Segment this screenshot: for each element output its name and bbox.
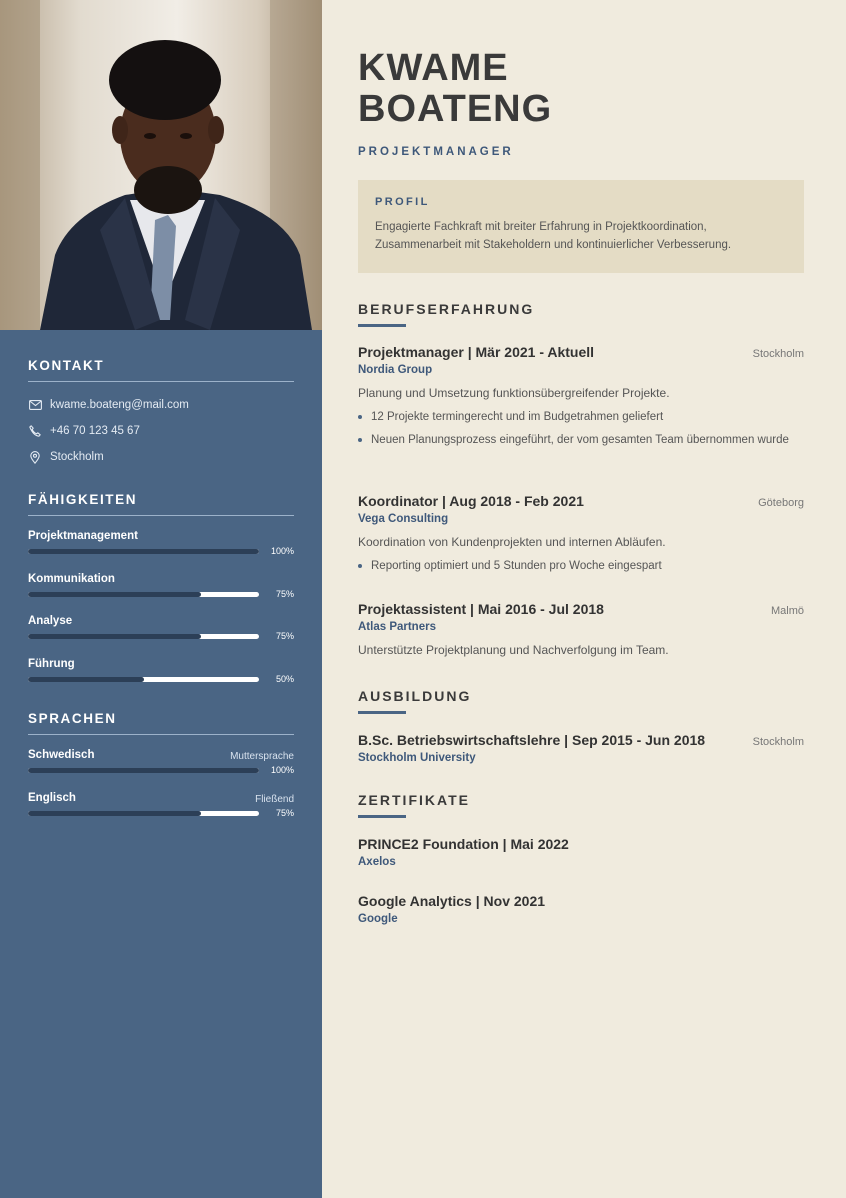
location-pin-icon (28, 450, 42, 464)
profile-photo (0, 0, 322, 330)
level-bar (28, 811, 259, 816)
level-bar (28, 768, 259, 773)
language-level: Muttersprache (230, 751, 294, 762)
experience-divider (358, 324, 406, 327)
entry-bullets (358, 408, 804, 450)
language-level: Fließend (255, 793, 294, 805)
level-bar (28, 677, 259, 682)
certificates-divider (358, 815, 406, 818)
languages-title: SPRACHEN (28, 711, 294, 735)
skill-name: Analyse (28, 615, 73, 627)
level-bar (28, 634, 259, 639)
languages-section (28, 711, 294, 834)
contact-phone[interactable] (28, 418, 294, 444)
level-bar (28, 549, 259, 554)
name-line-2: BOATENG (358, 88, 553, 130)
entry-organization: Nordia Group (358, 364, 433, 376)
entry-title: Projektmanager | Mär 2021 - Aktuell (358, 344, 595, 360)
entry-organization: Google (358, 913, 398, 925)
entry-location: Malmö (770, 605, 804, 617)
bullet-item: 12 Projekte termingerecht und im Budgetrahmen geliefert (358, 408, 804, 427)
mail-icon (28, 398, 42, 412)
sidebar (0, 0, 322, 1198)
phone-icon (28, 424, 42, 438)
level-percent: 75% (275, 588, 294, 599)
skill-row (28, 530, 294, 573)
experience-title: BERUFSERFAHRUNG (358, 301, 535, 317)
entry-location: Stockholm (752, 736, 804, 748)
profile-title: PROFIL (375, 196, 430, 208)
level-bar (28, 592, 259, 597)
entry-organization: Atlas Partners (358, 621, 436, 633)
profile-box (358, 180, 804, 273)
contact-email-text: kwame.boateng@mail.com (50, 399, 189, 411)
level-bar-fill (28, 677, 144, 682)
experience-entry (358, 493, 804, 580)
level-percent: 50% (275, 673, 294, 684)
language-name: Englisch (28, 791, 76, 804)
certificates-title: ZERTIFIKATE (358, 792, 470, 808)
skill-name: Führung (28, 657, 75, 670)
name-line-1: KWAME (358, 47, 509, 89)
language-row (28, 749, 294, 792)
contact-email[interactable] (28, 392, 294, 418)
experience-entry (358, 601, 804, 657)
language-row (28, 792, 294, 835)
entry-location: Göteborg (758, 497, 804, 509)
level-bar-fill (28, 768, 259, 773)
level-percent: 100% (270, 765, 294, 775)
skill-name: Projektmanagement (28, 530, 138, 542)
entry-bullets (358, 557, 804, 576)
skill-row (28, 658, 294, 701)
bullet-item: Neuen Planungsprozess eingeführt, der vom gesamten Team übernommen wurde (358, 431, 804, 450)
skill-row (28, 615, 294, 658)
level-percent: 75% (275, 807, 294, 818)
experience-entry (358, 344, 804, 454)
skills-title: FÄHIGKEITEN (28, 492, 294, 516)
entry-description: Koordination von Kundenprojekten und internen Abläufen. (358, 535, 666, 549)
level-bar-fill (28, 811, 201, 816)
language-name: Schwedisch (28, 749, 95, 761)
contact-section (28, 358, 294, 470)
certificate-entry (358, 893, 804, 925)
skill-name: Kommunikation (28, 572, 115, 585)
entry-title: PRINCE2 Foundation | Mai 2022 (358, 836, 569, 852)
entry-organization: Vega Consulting (358, 513, 449, 525)
level-bar-fill (28, 592, 201, 597)
entry-description: Unterstützte Projektplanung und Nachverfolgung im Team. (358, 643, 669, 657)
entry-title: Koordinator | Aug 2018 - Feb 2021 (358, 493, 584, 509)
level-bar-fill (28, 549, 259, 554)
education-divider (358, 711, 406, 714)
person-name (358, 48, 552, 130)
entry-location: Stockholm (752, 348, 804, 360)
contact-title: KONTAKT (28, 358, 294, 382)
entry-title: Google Analytics | Nov 2021 (358, 893, 546, 909)
certificate-entry (358, 836, 804, 868)
education-entry (358, 732, 804, 764)
education-title: AUSBILDUNG (358, 688, 472, 704)
profile-text: Engagierte Fachkraft mit breiter Erfahrung in Projektkoordination, Zusammenarbeit mit Stakeholdern und kontinuierlicher Verbesserung. (375, 221, 732, 251)
entry-title: B.Sc. Betriebswirtschaftslehre | Sep 2015 - Jun 2018 (358, 732, 706, 748)
contact-location (28, 444, 294, 470)
level-percent: 75% (275, 631, 294, 641)
skills-section (28, 492, 294, 700)
skill-row (28, 573, 294, 616)
entry-organization: Stockholm University (358, 752, 476, 764)
job-title: PROJEKTMANAGER (358, 146, 514, 158)
entry-title: Projektassistent | Mai 2016 - Jul 2018 (358, 601, 604, 617)
entry-organization: Axelos (358, 856, 396, 868)
bullet-item: Reporting optimiert und 5 Stunden pro Woche eingespart (358, 557, 804, 576)
level-bar-fill (28, 634, 201, 639)
entry-description: Planung und Umsetzung funktionsübergreifender Projekte. (358, 386, 670, 400)
contact-phone-text: +46 70 123 45 67 (50, 425, 140, 437)
contact-location-text: Stockholm (50, 451, 104, 463)
level-percent: 100% (270, 546, 294, 556)
